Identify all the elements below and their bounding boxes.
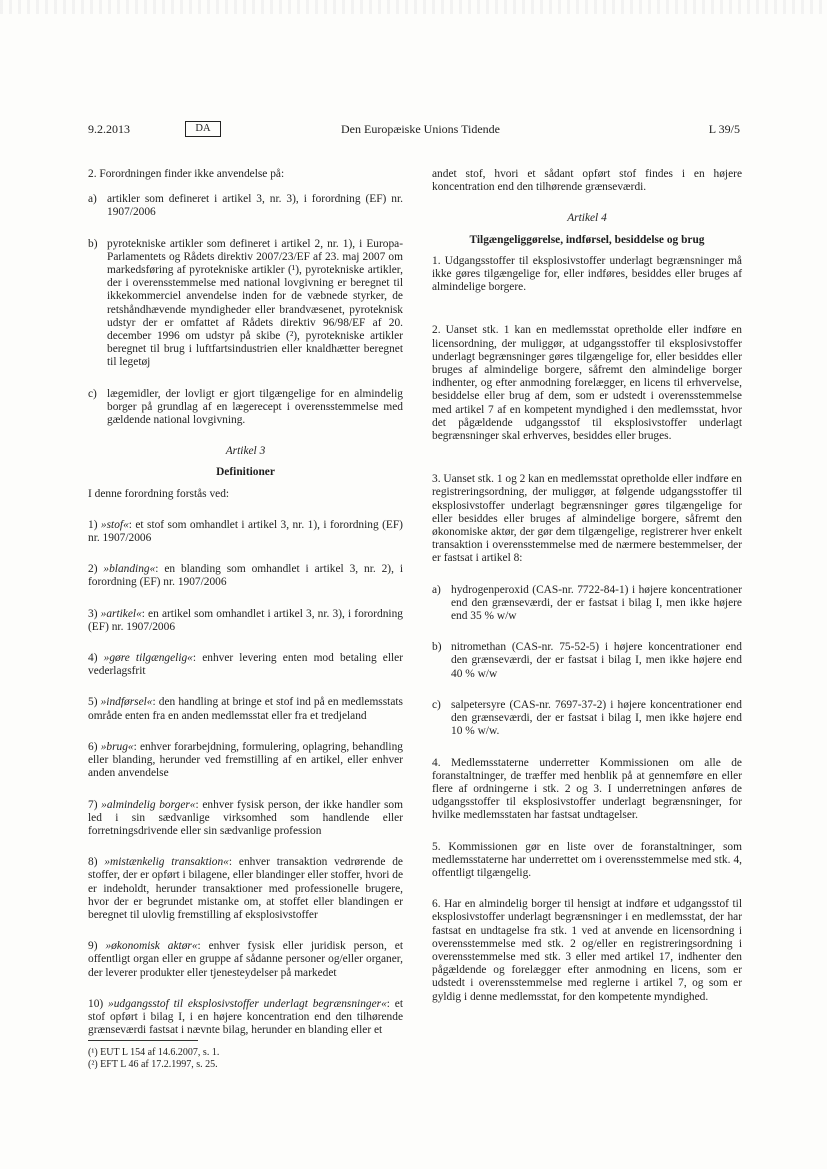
language-badge: DA <box>185 121 221 137</box>
article-4-title: Artikel 4 <box>567 212 607 225</box>
article-3-heading: Definitioner <box>216 466 275 479</box>
article-4-paragraph-1: 1. Udgangsstoffer til eksplosivstoffer underlagt begrænsninger må ikke gøres tilgængelige for, eller indføres, besiddes eller bruges af almindelige borgere. <box>432 254 742 294</box>
definition-term: »almindelig borger« <box>101 798 196 811</box>
list-item <box>88 193 403 219</box>
definition-item: 8) »mistænkelig transaktion«: enhver transaktion vedrørende de stoffer, der er opført i bilagene, eller blandinger eller stoffer, hvori de er indeholdt, herunder transaktioner med professionelle brugere, hvor der er begrundet mistanke om, at stoffet eller blandingen er beregnet til ulovlig fremstilling af eksplosivstoffer <box>88 856 403 921</box>
item-label: a) <box>432 583 441 596</box>
article-4-paragraph-4: 4. Medlemsstaterne underretter Kommissionen om alle de foranstaltninger, de træffer med henblik på at gennemføre en eller flere af ordningerne i stk. 2 og 3. I underretningen anføres de udgangsstoffer til eksplosivstoffer underlagt begrænsninger, for hvilke medlemsstaten har fastsat undtagelser. <box>432 756 742 822</box>
definition-item: 2) »blanding«: en blanding som omhandlet i artikel 3, nr. 2), i forordning (EF) nr. 1907/2006 <box>88 563 403 589</box>
left-column <box>88 168 403 1037</box>
item-text: nitromethan (CAS-nr. 75-52-5) i højere koncentrationer end den grænseværdi, der er fastsat i bilag I, men ikke højere end 40 % w/w <box>451 641 742 680</box>
continuation-text: andet stof, hvori et sådant opført stof findes i en højere koncentration end den tilhørende grænseværdi. <box>432 168 742 194</box>
article-4-paragraph-5: 5. Kommissionen gør en liste over de foranstaltninger, som medlemsstaterne har underrettet om i overensstemmelse med stk. 4, offentligt tilgængelig. <box>432 840 742 879</box>
right-column <box>432 168 742 1004</box>
paragraph-2-intro: 2. Forordningen finder ikke anvendelse på: <box>88 168 285 180</box>
footnote: (¹) EUT L 154 af 14.6.2007, s. 1. <box>88 1047 220 1058</box>
article-3-title: Artikel 3 <box>225 445 266 458</box>
definition-term: »artikel« <box>100 607 142 620</box>
page-header <box>88 122 740 140</box>
article-3-intro: I denne forordning forstås ved: <box>88 487 230 500</box>
footnotes <box>88 1040 403 1071</box>
list-item <box>432 641 742 681</box>
definition-term: »blanding« <box>103 563 156 576</box>
article-4-paragraph-3: 3. Uanset stk. 1 og 2 kan en medlemsstat opretholde eller indføre en registreringsordning, der muliggør, at følgende udgangsstoffer til eksplosivstoffer underlagt begrænsninger gøres tilgængelige for eller besiddes eller bruges af almindelige borgere, såfremt den økonomiske aktør, der gør dem tilgængelige, registrerer hver enkelt transaktion i overensstemmelse med de nærmere bestemmelser, der er fastsat i artikel 8: <box>432 473 742 565</box>
article-4-heading: Tilgængeliggørelse, indførsel, besiddelse og brug <box>469 233 705 246</box>
definition-item: 3) »artikel«: en artikel som omhandlet i artikel 3, nr. 3), i forordning (EF) nr. 1907/2006 <box>88 607 403 633</box>
list-item <box>432 699 742 739</box>
definition-term: »udgangsstof til eksplosivstoffer underlagt begrænsninger« <box>108 997 387 1010</box>
item-label: b) <box>432 641 442 654</box>
item-label: c) <box>88 387 97 400</box>
definition-item: 10) »udgangsstof til eksplosivstoffer underlagt begrænsninger«: et stof opført i bilag I, i en højere koncentration end den tilhørende grænseværdi fastsat i nævnte bilag, herunder en blanding eller et <box>88 997 403 1037</box>
scan-artifact <box>0 0 827 14</box>
definition-term: »gøre tilgængelig« <box>103 652 193 665</box>
definition-item: 5) »indførsel«: den handling at bringe et stof ind på en medlemsstats område enten fra en anden medlemsstat eller fra et tredjeland <box>88 696 403 722</box>
item-label: a) <box>88 193 97 206</box>
definition-term: »økonomisk aktør« <box>105 940 198 953</box>
item-text: artikler som defineret i artikel 3, nr. 3), i forordning (EF) nr. 1907/2006 <box>107 193 403 219</box>
definition-item: 4) »gøre tilgængelig«: enhver levering enten mod betaling eller vederlagsfrit <box>88 652 404 678</box>
list-item <box>88 238 403 370</box>
item-text: salpetersyre (CAS-nr. 7697-37-2) i højere koncentrationer end den grænseværdi, der er fastsat i bilag I, men ikke højere end 10 % w/w. <box>451 698 742 738</box>
footnote: (²) EFT L 46 af 17.2.1997, s. 25. <box>88 1059 218 1070</box>
definition-item: 7) »almindelig borger«: enhver fysisk person, der ikke handler som led i sin sædvanlige virksomhed som handlende eller forretningsdrivende eller sin sædvanlige profession <box>88 798 403 837</box>
journal-title: Den Europæiske Unions Tidende <box>341 122 500 136</box>
publication-date: 9.2.2013 <box>88 122 130 136</box>
item-text: pyrotekniske artikler som defineret i artikel 2, nr. 1), i Europa-Parlamentets og Rådets direktiv 2007/23/EF af 23. maj 2007 om markedsføring af pyrotekniske artikler (¹), pyrotekniske artikler, der i overensstemmelse med national lovgivning er beregnet til ikkekommerciel anvendelse inden for de væbnede styrker, de retshåndhævende myndigheder eller brandvæsenet, pyroteknisk udstyr der er omfattet af Rådets direktiv 96/98/EF af 20. december 1996 om udstyr på skibe (²), pyrotekniske artikler beregnet til brug i luftfartsindustrien eller knaldhætter beregnet til legetøj <box>107 237 403 369</box>
item-label: c) <box>432 698 441 711</box>
definition-item: 9) »økonomisk aktør«: enhver fysisk eller juridisk person, et offentligt organ eller en gruppe af sådanne personer og/eller organer, der leverer produkter eller tjenesteydelser på markedet <box>88 940 403 979</box>
article-4-paragraph-6: 6. Har en almindelig borger til hensigt at indføre et udgangsstof til eksplosivstoffer underlagt begrænsninger i en medlemsstat, der har fastsat en undtagelse fra stk. 1 ved at anvende en licensordning i overensstemmelse med stk. 2 og/eller en registreringsordning i overensstemmelse med stk. 3 eller med artikel 17, indhenter den pågældende og forelægger efter anmodning en licens, som er udstedt i overensstemmelse med reglerne i artikel 7, og som er gyldig i denne medlemsstat, for den kompetente myndighed. <box>432 898 742 1003</box>
definition-term: »indførsel« <box>100 696 153 709</box>
item-label: b) <box>88 237 98 250</box>
definition-item: 1) »stof«: et stof som omhandlet i artikel 3, nr. 1), i forordning (EF) nr. 1907/2006 <box>88 518 403 545</box>
article-4-paragraph-2: 2. Uanset stk. 1 kan en medlemsstat opretholde eller indføre en licensordning, der muliggør, at udgangsstoffer til eksplosivstoffer underlagt begrænsninger gøres tilgængelige for, eller besiddes eller bruges af almindelige borgere, såfremt den almindelige borger indhenter, og efter anmodning forelægger, en licens til erhvervelse, besiddelse eller brug af dem, som er udstedt i overensstemmelse med artikel 7 af en kompetent myndighed i den medlemsstat, hvor det pågældende udgangsstof til eksplosivstoffer underlagt begrænsninger skal erhverves, besiddes eller bruges. <box>432 324 742 443</box>
footnote-rule <box>88 1040 198 1041</box>
definition-term: »brug« <box>100 740 134 753</box>
page-number: L 39/5 <box>708 122 740 136</box>
list-item <box>432 584 742 624</box>
list-item <box>88 388 403 428</box>
item-text: lægemidler, der lovligt er gjort tilgængelige for en almindelig borger på grundlag af en lægerecept i overensstemmelse med gældende national lovgivning. <box>107 387 403 427</box>
definition-term: »mistænkelig transaktion« <box>104 856 229 869</box>
definition-term: »stof« <box>100 518 129 531</box>
item-text: hydrogenperoxid (CAS-nr. 7722-84-1) i højere koncentrationer end den grænseværdi, der er fastsat i bilag I, men ikke højere end 35 % w/w <box>451 583 742 623</box>
definition-item: 6) »brug«: enhver forarbejdning, formulering, oplagring, behandling eller blanding, herunder ved fremstilling af en artikel, eller enhver anden anvendelse <box>88 740 403 780</box>
